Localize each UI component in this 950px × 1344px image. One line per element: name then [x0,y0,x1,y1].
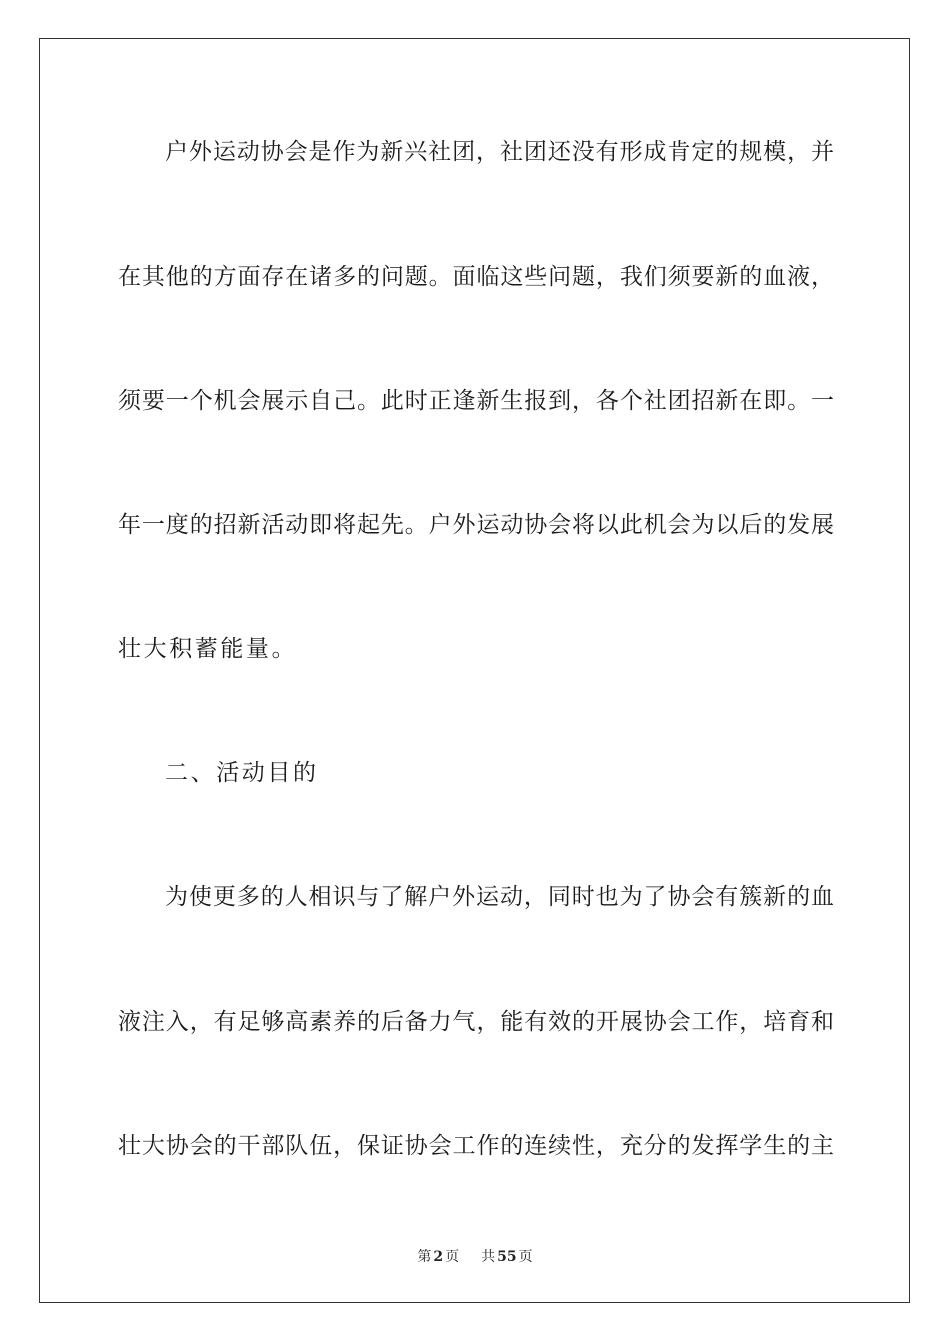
paragraph-2-line-1: 为使更多的人相识与了解户外运动，同时也为了协会有簇新的血 [165,884,834,910]
total-pages: 55 [497,1249,517,1265]
page-footer [0,1248,950,1266]
paragraph-1-line-3: 须要一个机会展示自己。此时正逢新生报到，各个社团招新在即。一 [118,388,834,414]
total-prefix: 共 [481,1249,496,1265]
paragraph-2-line-2: 液注入，有足够高素养的后备力气，能有效的开展协会工作，培育和 [118,1009,834,1035]
page-suffix: 页 [445,1249,460,1265]
paragraph-1-line-4: 年一度的招新活动即将起先。户外运动协会将以此机会为以后的发展 [118,512,834,538]
paragraph-1-line-2: 在其他的方面存在诸多的问题。面临这些问题，我们须要新的血液， [118,264,834,290]
page-border [39,38,910,1303]
paragraph-1-line-1: 户外运动协会是作为新兴社团，社团还没有形成肯定的规模，并 [165,139,834,165]
paragraph-1-line-5: 壮大积蓄能量。 [118,636,298,662]
total-suffix: 页 [518,1249,533,1265]
section-heading: 二、活动目的 [165,760,319,786]
paragraph-2-line-3: 壮大协会的干部队伍，保证协会工作的连续性，充分的发挥学生的主 [118,1133,834,1159]
page-prefix: 第 [417,1249,432,1265]
page-number: 2 [433,1249,444,1265]
